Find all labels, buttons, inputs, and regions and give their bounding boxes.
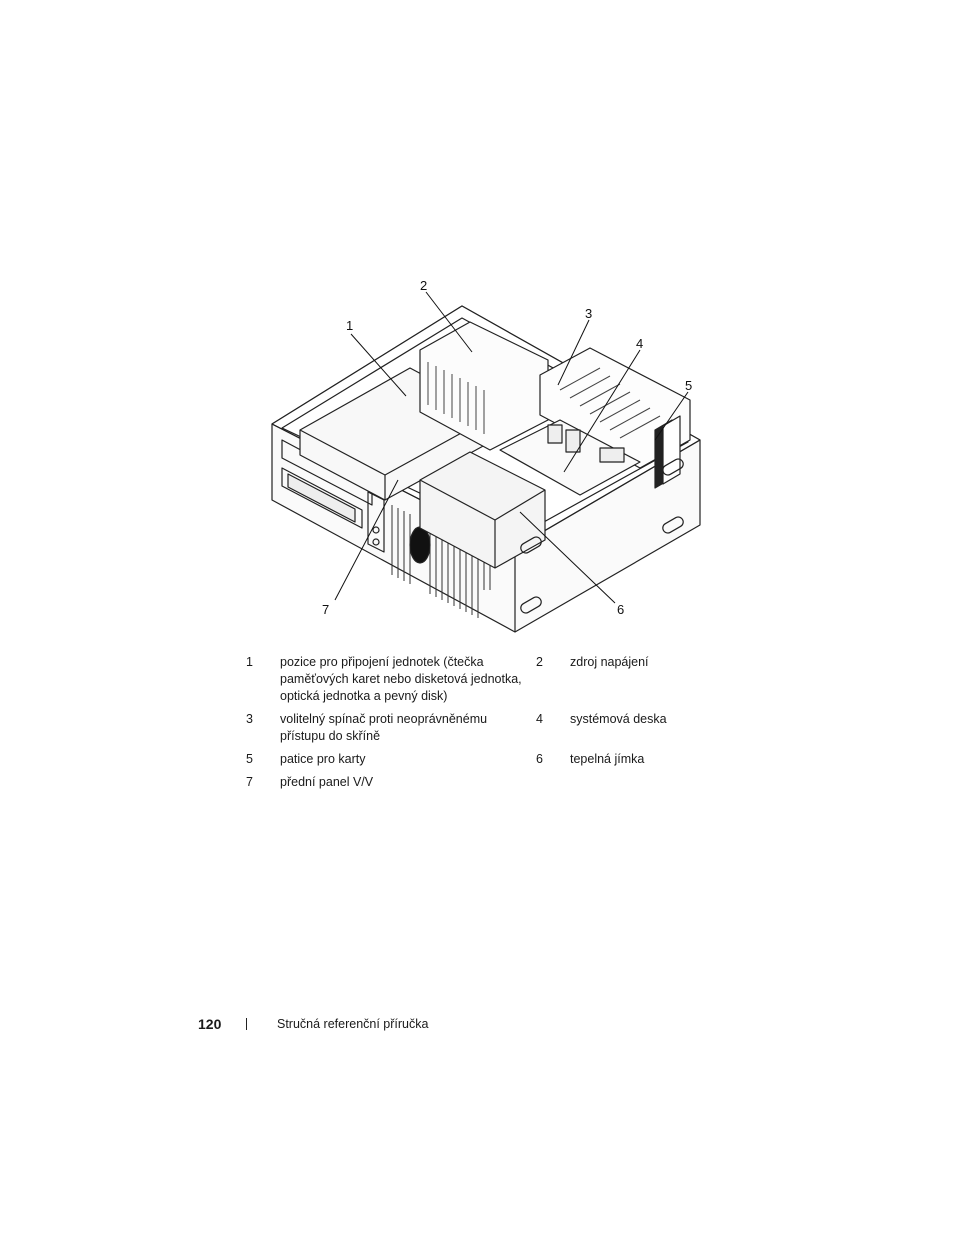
legend-row [246,774,716,791]
legend-item-empty [536,774,716,791]
legend-item-1 [246,654,536,705]
document-title: Stručná referenční příručka [277,1017,429,1031]
legend-text: volitelný spínač proti neoprávněnému přístupu do skříně [280,712,488,743]
chassis-drawing [272,306,700,632]
legend-number: 1 [246,655,253,669]
legend-row [246,711,716,745]
component-legend [246,654,716,797]
legend-item-6 [536,751,716,768]
legend-item-4 [536,711,716,745]
legend-text: systémová deska [570,712,667,726]
legend-text: patice pro karty [280,752,366,766]
callout-4: 4 [636,336,644,351]
legend-number: 5 [246,752,253,766]
callout-2: 2 [420,278,428,293]
callout-3: 3 [585,306,593,321]
legend-text: zdroj napájení [570,655,649,669]
legend-number: 7 [246,775,253,789]
callout-7: 7 [322,602,330,617]
legend-item-7 [246,774,536,791]
legend-number: 6 [536,752,543,766]
legend-text [570,774,716,791]
legend-number: 2 [536,655,543,669]
legend-item-5 [246,751,536,768]
callout-6: 6 [617,602,625,617]
page-footer [198,1016,428,1032]
legend-text: pozice pro připojení jednotek (čtečka paměťových karet nebo disketová jednotka, optická jednotka a pevný disk) [280,655,522,703]
legend-text: přední panel V/V [280,775,374,789]
legend-item-3 [246,711,536,745]
legend-text: tepelná jímka [570,752,645,766]
legend-item-2 [536,654,716,705]
footer-divider [246,1018,247,1030]
page-number: 120 [198,1016,222,1032]
legend-number: 4 [536,712,543,726]
legend-row [246,654,716,705]
legend-row [246,751,716,768]
legend-number [536,774,570,791]
callout-1: 1 [346,318,354,333]
callout-5: 5 [685,378,693,393]
legend-number: 3 [246,712,253,726]
